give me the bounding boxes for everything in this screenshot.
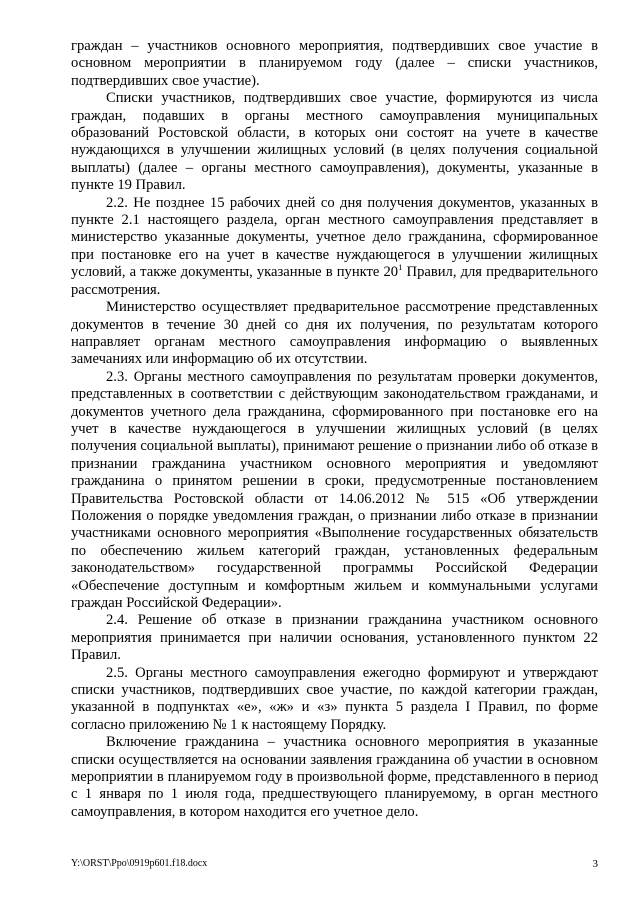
paragraph-2-2-text-end: Правил, для предварительного рассмотрения. [71, 264, 598, 298]
page-number: 3 [592, 858, 598, 870]
paragraph-2-3: 2.3. Органы местного самоуправления по результатам проверки документов, представленных в соответствии с действующим законодательством гражданами, и документов учетного дела гражданина, сформированного при постановке его на учет в качестве нуждающегося в улучшении жилищных условий (в целях получения социальной выплаты), принимают решение о признании либо об отказе в признании гражданина участником основного мероприятия и уведомляют гражданина о принятом решении в сроки, предусмотренные постановлением Правительства Ростовской области от 14.06.2012 № 515 «Об утверждении Положения о порядке уведомления граждан, о признании либо отказе в признании участниками основного мероприятия «Выполнение государственных обязательств по обеспечению жильем категорий граждан, установленных федеральным законодательством» государственной программы Российской Федерации «Обеспечение доступным и комфортным жильем и коммунальными услугами граждан Российской Федерации». [71, 368, 598, 611]
paragraph-2-4: 2.4. Решение об отказе в признании гражданина участником основного мероприятия принимается при наличии основания, установленного пунктом 22 Правил. [71, 612, 598, 664]
document-body [71, 38, 598, 821]
footnote-superscript: 1 [398, 262, 403, 273]
paragraph-2-5: 2.5. Органы местного самоуправления ежегодно формируют и утверждают списки участников, подтвердивших свое участие, по каждой категории граждан, указанной в подпунктах «е», «ж» и «з» пункта 5 раздела I Правил, по форме согласно приложению № 1 к настоящему Порядку. [71, 664, 598, 733]
paragraph-list-definition-continuation: граждан – участников основного мероприятия, подтвердивших свое участие в основном мероприятии в планируемом году (далее – списки участников, подтвердивших свое участие). [71, 38, 598, 89]
paragraph-ministry-review: Министерство осуществляет предварительное рассмотрение представленных документов в течение 30 дней со дня их получения, по результатам которого направляет органам местного самоуправления информацию о выявленных замечаниях или информацию об их отсутствии. [71, 299, 598, 368]
paragraph-2-2 [71, 195, 598, 299]
paragraph-2-2-text: 2.2. Не позднее 15 рабочих дней со дня получения документов, указанных в пункте 2.1 настоящего раздела, орган местного самоуправления представляет в министерство указанные документы, учетное дело гражданина, сформированное при постановке его на учет в качестве нуждающегося в улучшении жилищных условий, а также документы, указанные в пункте 20 [71, 194, 598, 281]
paragraph-lists-formation: Списки участников, подтвердивших свое участие, формируются из числа граждан, подавших в органы местного самоуправления муниципальных образований Ростовской области, в которых они состоят на учете в качестве нуждающихся в улучшении жилищных условий (в целях получения социальной выплаты) (далее – органы местного самоуправления), документы, указанные в пункте 19 Правил. [71, 90, 598, 194]
paragraph-inclusion: Включение гражданина – участника основного мероприятия в указанные списки осуществляется на основании заявления гражданина об участии в основном мероприятии в планируемом году в произвольной форме, представленного в период с 1 января по 1 июля года, предшествующего планируемому, в орган местного самоуправления, в котором находится его учетное дело. [71, 734, 598, 820]
footer-file-path: Y:\ORST\Ppo\0919p601.f18.docx [71, 858, 208, 869]
